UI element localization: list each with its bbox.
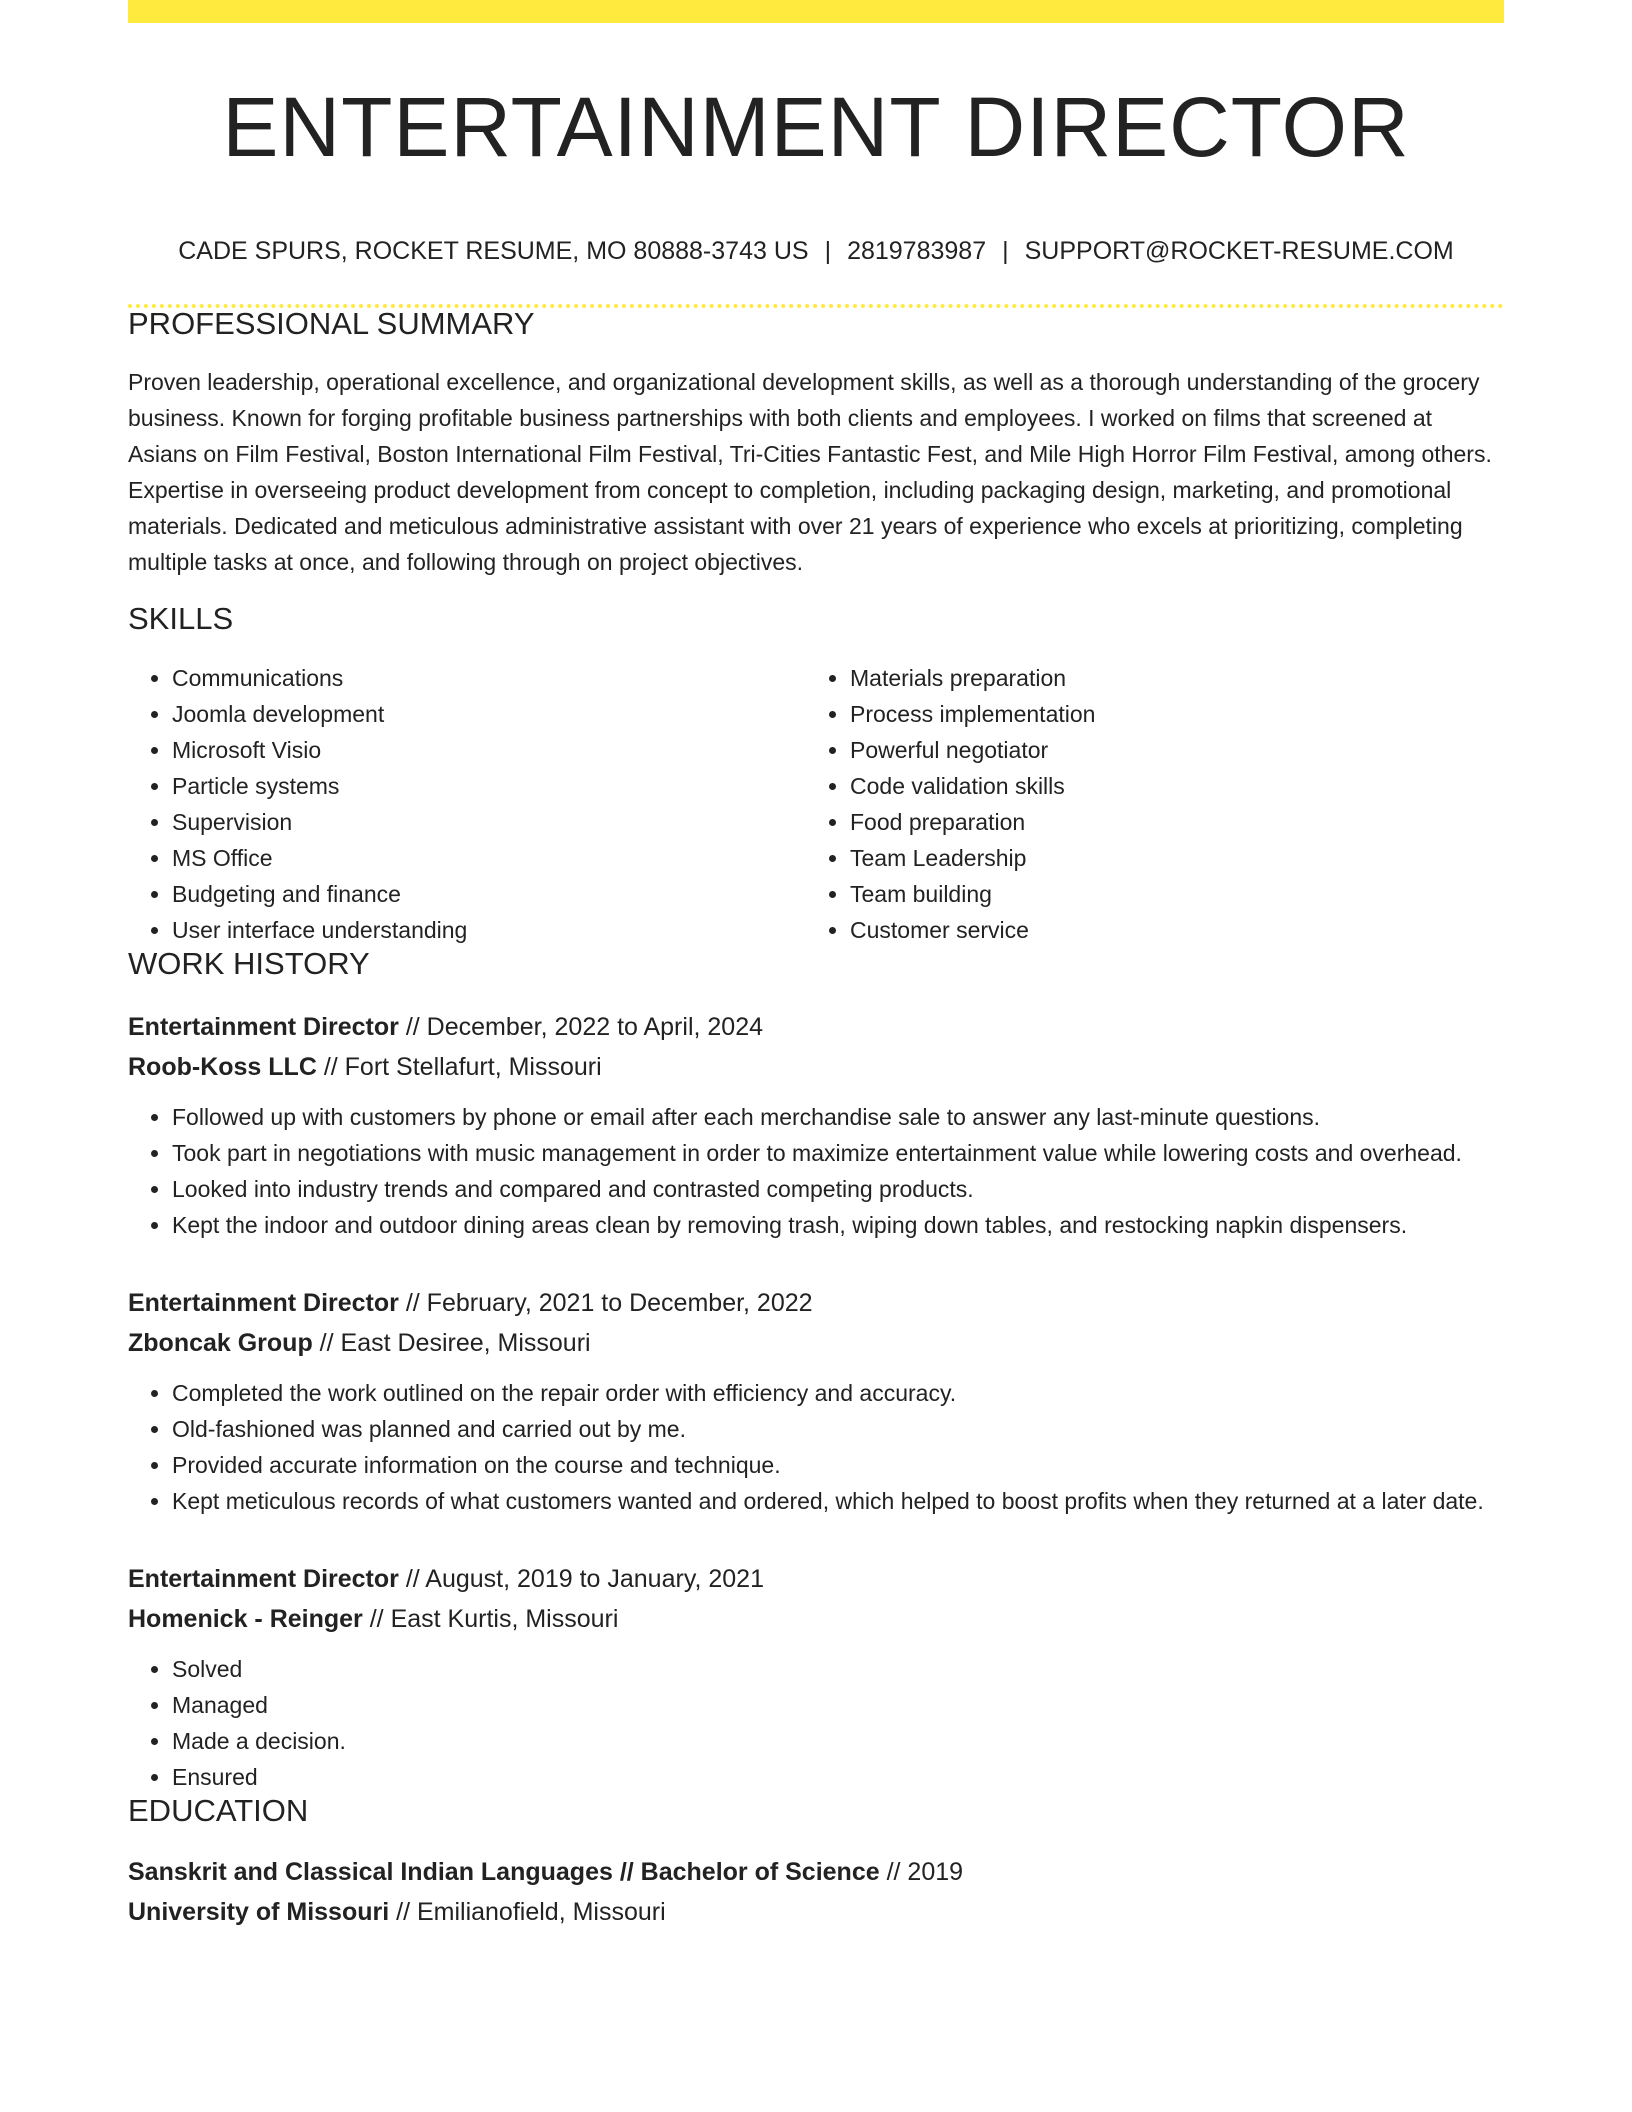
contact-phone[interactable]: 2819783987 [847,237,987,265]
contact-line [128,239,1504,264]
skill-item: • Joomla development [172,696,806,732]
job-bullets [128,1375,1504,1519]
job-bullet: • Took part in negotiations with music management in order to maximize entertainment value while lowering costs and overhead. [172,1135,1504,1171]
job-bullet: • Managed [172,1687,1504,1723]
job-bullet: • Kept the indoor and outdoor dining areas clean by removing trash, wiping down tables, and restocking napkin dispensers. [172,1207,1504,1243]
skill-item: • Team building [850,876,1484,912]
summary-text: Proven leadership, operational excellence, and organizational development skills, as well as a thorough understanding of the grocery business. Known for forging profitable business partnerships with both clients and employees. I worked on films that screened at Asians on Film Festival, Boston International Film Festival, Tri-Cities Fantastic Fest, and Mile High Horror Film Festival, among others. Expertise in overseeing product development from concept to completion, including packaging design, marketing, and promotional materials. Dedicated and meticulous administrative assistant with over 21 years of experience who excels at prioritizing, completing multiple tasks at once, and following through on project objectives. [128,369,1492,575]
summary-heading: PROFESSIONAL SUMMARY [128,306,535,341]
job-bullet: • Completed the work outlined on the repair order with efficiency and accuracy. [172,1375,1504,1411]
job-bullet: • Followed up with customers by phone or email after each merchandise sale to answer any last-minute questions. [172,1099,1504,1135]
skill-item: • Process implementation [850,696,1484,732]
contact-address: CADE SPURS, ROCKET RESUME, MO 80888-3743 US [178,237,809,265]
job-company: Zboncak Group [128,1329,313,1357]
job-bullets [128,1099,1504,1243]
job-title-line [128,1007,1504,1047]
education-degree-line [128,1852,1504,1892]
skills-list [128,660,1504,948]
job-bullet: • Ensured [172,1759,1504,1795]
skill-item: • Particle systems [172,768,806,804]
job-company-line [128,1047,1504,1087]
skill-item: • Microsoft Visio [172,732,806,768]
education-entry [128,1852,1504,1932]
job-entry [128,1283,1504,1519]
job-bullet: • Looked into industry trends and compared and contrasted competing products. [172,1171,1504,1207]
skill-item: • Budgeting and finance [172,876,806,912]
education-heading: EDUCATION [128,1793,309,1828]
resume-page [128,0,1504,1932]
education-degree: Sanskrit and Classical Indian Languages // Bachelor of Science [128,1858,880,1886]
job-company-line [128,1323,1504,1363]
skills-column-right [806,660,1484,948]
job-title-line [128,1559,1504,1599]
job-bullet: • Old-fashioned was planned and carried out by me. [172,1411,1504,1447]
skill-item: • Powerful negotiator [850,732,1484,768]
education-school: University of Missouri [128,1898,390,1926]
education-year: // 2019 [879,1858,964,1886]
skill-item: • Supervision [172,804,806,840]
job-bullet: • Kept meticulous records of what customers wanted and ordered, which helped to boost profits when they returned at a later date. [172,1483,1504,1519]
skill-item: • Food preparation [850,804,1484,840]
job-title: Entertainment Director [128,1013,399,1041]
resume-title: ENTERTAINMENT DIRECTOR [222,80,1410,174]
contact-separator: | [824,237,832,265]
job-entry [128,1007,1504,1243]
contact-separator: | [1002,237,1009,265]
skill-item: • Customer service [850,912,1484,948]
skills-heading: SKILLS [128,601,234,636]
job-location: // East Kurtis, Missouri [362,1605,619,1633]
education-school-line [128,1892,1504,1932]
job-entry [128,1559,1504,1795]
contact-email[interactable]: SUPPORT@ROCKET-RESUME.COM [1024,237,1454,265]
skill-item: • Team Leadership [850,840,1484,876]
skill-item: • Communications [172,660,806,696]
job-company: Homenick - Reinger [128,1605,363,1633]
job-dates: // December, 2022 to April, 2024 [398,1013,764,1041]
skill-item: • User interface understanding [172,912,806,948]
job-title: Entertainment Director [128,1565,399,1593]
skill-item: • MS Office [172,840,806,876]
job-bullet: • Solved [172,1651,1504,1687]
work-history-heading: WORK HISTORY [128,946,370,981]
skill-item: • Code validation skills [850,768,1484,804]
job-bullets [128,1651,1504,1795]
job-dates: // February, 2021 to December, 2022 [398,1289,813,1317]
skill-item: • Materials preparation [850,660,1484,696]
top-accent-bar [128,0,1504,23]
job-company: Roob-Koss LLC [128,1053,317,1081]
job-dates: // August, 2019 to January, 2021 [398,1565,764,1593]
skills-column-left [128,660,806,948]
job-bullet: • Provided accurate information on the course and technique. [172,1447,1504,1483]
job-bullet: • Made a decision. [172,1723,1504,1759]
job-company-line [128,1599,1504,1639]
job-title: Entertainment Director [128,1289,399,1317]
education-location: // Emilianofield, Missouri [389,1898,666,1926]
job-location: // East Desiree, Missouri [312,1329,591,1357]
job-title-line [128,1283,1504,1323]
job-location: // Fort Stellafurt, Missouri [316,1053,602,1081]
